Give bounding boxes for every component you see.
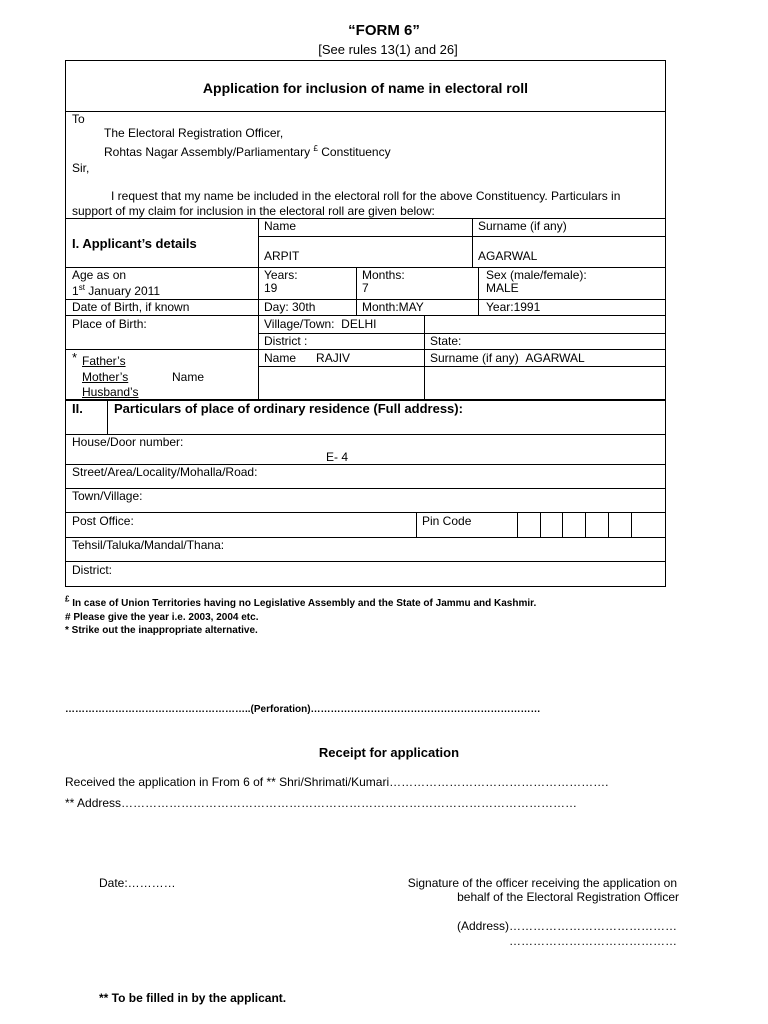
dob-year: Year:1991 (486, 300, 541, 314)
divider (258, 236, 666, 237)
perforation-line: ………………………………………………..(Perforation)…………………………………………………………… (65, 704, 541, 715)
footnote-1 (65, 594, 537, 609)
dob-day: Day: 30th (264, 300, 316, 314)
pin-box-divider (608, 512, 609, 537)
pin-box-divider (517, 512, 518, 537)
footnote-2: # Please give the year i.e. 2003, 2004 etc. (65, 612, 259, 623)
constituency-word: Constituency (321, 145, 391, 159)
pob-label: Place of Birth: (72, 317, 147, 331)
surname-value: AGARWAL (478, 249, 538, 263)
house-value: E- 4 (326, 450, 349, 464)
pin-box-divider (562, 512, 563, 537)
divider (478, 267, 479, 315)
district-label: District : (264, 334, 308, 348)
relative-surname-label: Surname (if any) (430, 351, 519, 365)
divider (472, 218, 473, 268)
years-value: 19 (264, 281, 278, 295)
divider (356, 267, 357, 315)
post-office-label: Post Office: (72, 514, 134, 528)
divider (258, 218, 259, 400)
village-label: Village/Town: (264, 317, 335, 331)
officer-address-continued: …………………………………… (509, 934, 677, 948)
divider (65, 349, 666, 350)
form-heading: Application for inclusion of name in electoral roll (202, 80, 529, 96)
relation-mothers: Mother’s (82, 370, 129, 384)
months-label: Months: (362, 268, 405, 282)
age-day-suffix: st (78, 283, 85, 292)
receipt-address-line: ** Address…………………………………………………………………………………………………… (65, 796, 578, 810)
residence-district-label: District: (72, 563, 112, 577)
pin-code-label: Pin Code (422, 514, 472, 528)
constituency-line (104, 145, 391, 159)
fill-note: ** To be filled in by the applicant. (99, 991, 287, 1005)
dob-month: Month:MAY (362, 300, 424, 314)
house-label: House/Door number: (72, 435, 184, 449)
form-title: “FORM 6” (348, 22, 420, 39)
pin-box-divider (631, 512, 632, 537)
divider (258, 366, 666, 367)
town-label: Town/Village: (72, 489, 143, 503)
divider (424, 315, 425, 400)
receipt-date: Date:………… (99, 876, 176, 890)
age-date-label (72, 284, 160, 298)
relation-fathers: Father’s (82, 354, 126, 368)
name-value: ARPIT (264, 249, 300, 263)
relation-name-word: Name (172, 370, 205, 384)
age-label: Age as on (72, 268, 127, 282)
request-line-1: I request that my name be included in the electoral roll for the above Constituency. Particulars in (111, 189, 621, 203)
name-label: Name (264, 219, 297, 233)
divider (65, 111, 666, 112)
officer-address: (Address)…………………………………… (456, 919, 677, 933)
relation-star: * (72, 350, 78, 365)
relation-husbands: Husband’s (82, 385, 139, 399)
receipt-title: Receipt for application (318, 745, 460, 760)
footnote-1-mark: £ (65, 594, 70, 604)
residence-section-label: Particulars of place of ordinary residence (Full address): (114, 401, 463, 416)
constituency-text: Rohtas Nagar Assembly/Parliamentary (104, 145, 311, 159)
footnote-3: * Strike out the inappropriate alternative. (65, 625, 258, 636)
signature-line-1: Signature of the officer receiving the application on (407, 876, 677, 890)
constituency-mark: £ (313, 144, 318, 153)
residence-section-number: II. (72, 401, 83, 416)
street-label: Street/Area/Locality/Mohalla/Road: (72, 465, 258, 479)
divider (65, 512, 666, 513)
divider (65, 218, 666, 219)
village-value: DELHI (341, 317, 377, 331)
divider (258, 333, 666, 334)
sex-label: Sex (male/female): (486, 268, 587, 282)
officer-line: The Electoral Registration Officer, (104, 126, 284, 140)
receipt-received-line: Received the application in From 6 of ** Shri/Shrimati/Kumari………………………………………………. (65, 775, 609, 789)
relative-name-label: Name (264, 351, 297, 365)
relative-surname-field (430, 351, 585, 365)
divider (65, 315, 666, 316)
months-value: 7 (362, 281, 369, 295)
state-label: State: (430, 334, 462, 348)
to-label: To (72, 112, 85, 126)
pin-box-divider (585, 512, 586, 537)
divider (107, 399, 108, 434)
divider (416, 512, 417, 537)
tehsil-label: Tehsil/Taluka/Mandal/Thana: (72, 538, 225, 552)
relative-surname-value: AGARWAL (525, 351, 585, 365)
signature-line-2: behalf of the Electoral Registration Officer (457, 890, 679, 904)
relative-name-value: RAJIV (316, 351, 351, 365)
applicant-section-label: I. Applicant’s details (72, 236, 197, 251)
dob-label: Date of Birth, if known (72, 300, 190, 314)
age-month-year: January 2011 (84, 284, 161, 298)
divider (65, 561, 666, 562)
divider (65, 488, 666, 489)
relative-name-field (264, 351, 350, 365)
rules-reference: [See rules 13(1) and 26] (318, 42, 458, 57)
pin-box-divider (540, 512, 541, 537)
request-line-2: support of my claim for inclusion in the electoral roll are given below: (72, 204, 435, 218)
sex-value: MALE (486, 281, 519, 295)
surname-label: Surname (if any) (478, 219, 567, 233)
age-day: 1 (72, 284, 79, 298)
years-label: Years: (264, 268, 298, 282)
footnote-1-text: In case of Union Territories having no Legislative Assembly and the State of Jammu and Kashmir. (69, 598, 537, 609)
salutation: Sir, (72, 161, 90, 175)
village-field (264, 317, 377, 331)
